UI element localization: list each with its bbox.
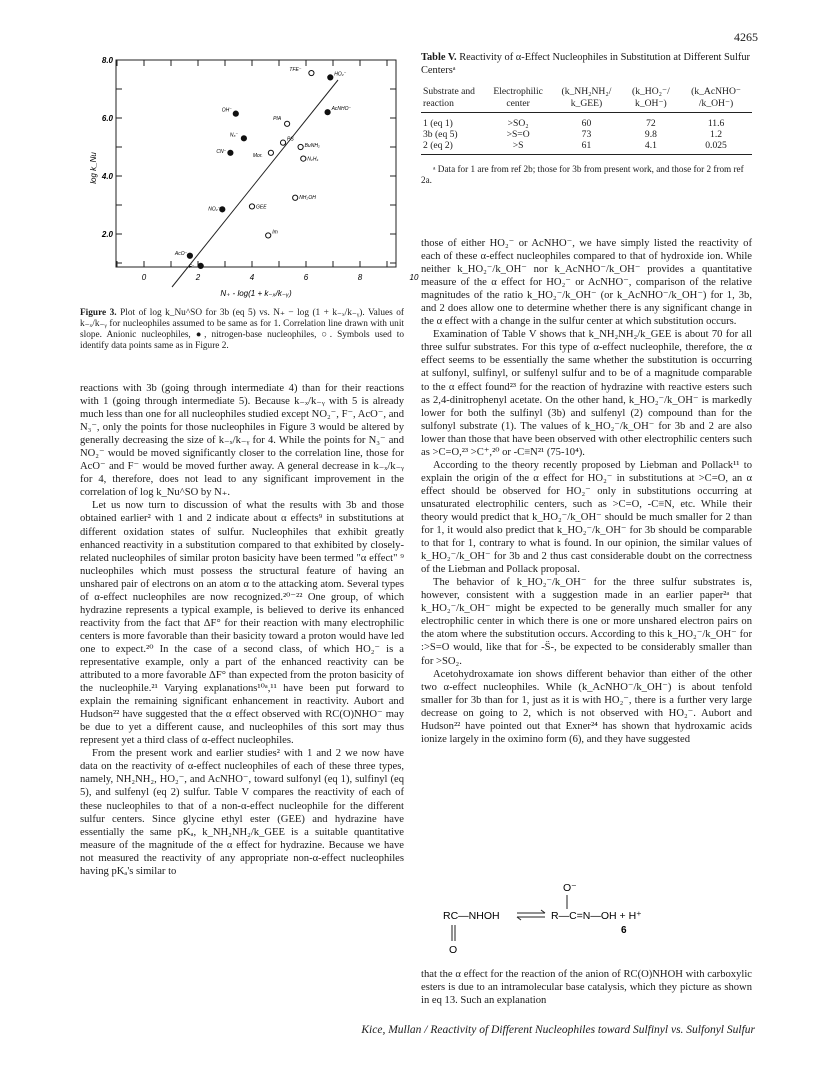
table-cell: 1 (eq 1) bbox=[423, 118, 453, 129]
y-axis-label: log k_Nu bbox=[89, 152, 98, 184]
table-row bbox=[421, 129, 752, 140]
table-header-acnho: (k_AcNHO⁻ /k_OH⁻) bbox=[680, 82, 752, 113]
table-cell: 3b (eq 5) bbox=[423, 129, 458, 140]
point-label: N₂H₄ bbox=[307, 156, 319, 163]
y-tick-label: 8.0 bbox=[101, 56, 113, 65]
figure-caption bbox=[80, 308, 404, 352]
table-cell: 72 bbox=[646, 118, 656, 129]
compound-number: 6 bbox=[621, 925, 627, 936]
point-label: Mor. bbox=[252, 152, 263, 159]
y-tick-label: 4.0 bbox=[101, 172, 113, 181]
table-title bbox=[421, 52, 752, 77]
table-header-ho2: (k_HO₂⁻/ k_OH⁻) bbox=[622, 82, 680, 113]
table-cell: 73 bbox=[581, 129, 592, 140]
point-label: GEE bbox=[256, 204, 267, 211]
point-label: BuNH₂ bbox=[304, 143, 320, 149]
table-row bbox=[421, 113, 752, 130]
data-points bbox=[174, 67, 352, 270]
reactant-formula: RC—NHOH bbox=[443, 910, 500, 922]
table-v bbox=[421, 52, 752, 186]
paragraph: Let us now turn to discussion of what the results with 3b and those obtained earlier² with 1 and 2 indicate about α effects⁹ in substitutions at different oxidation states of sulfur. Nucleophiles that exhibit greatly enhanced reactivity in a substitution compared to that exhibited by closely-related nucleophiles of similar proton basicity have been termed "α effect" ⁹ nucleophiles which must possess the structural feature of having an unshared pair of electrons on an atom α to the attacking atom. Several types of α-effect nucleophiles are now recognized.²⁰⁻²² One group, of which hydrazine represents a typical example, is believed to derive its enhanced reactivity from the fact that ΔF° for their reaction with many electrophilic centers is more favorable than their basicity toward a proton would have led one to expect.²⁰ In the case of a second class, of which HO₂⁻ is a representative example, only a part of the enhanced reactivity can be attributed to a more favorable ΔF° than expected from the proton basicity of the nucleophile.²¹ Varying explanations¹⁰ᵃ,¹¹ have been put forward to explain the remaining significant enhancement in reactivity. Aubort and Hudson²² have suggested that the α effect observed with RC(O)NHO⁻ may be due to yet a different cause, and nucleophiles of this sort may thus represent yet a third class of α-effect nucleophiles. bbox=[80, 500, 404, 747]
point-label: TFE⁻ bbox=[289, 67, 302, 74]
paragraph: reactions with 3b (going through intermediate 4) than for their reactions with 1 (going through intermediate 5). Because k₋ₓ/k₋ᵧ with 5 is already much less than one for all nucleophiles studied except NO₂⁻, F⁻, AcO⁻, and N₃⁻, only the points for those nucleophiles in Figure 3 would be altered by generally decreasing the size of k₋ₓ/k₋ᵧ for 4. While the points for N₃⁻ and NO₂⁻ would be moved significantly closer to the correlation line, those for AcO⁻ and F⁻ would be moved further away. A general decrease in k₋ₓ/k₋ᵧ for 4, therefore, does not lead to any significant improvement in the correlation of log k_Nu^SO by N₊. bbox=[80, 383, 404, 499]
data-point bbox=[249, 204, 254, 209]
table-grid bbox=[421, 82, 752, 155]
data-point bbox=[198, 263, 203, 268]
data-point bbox=[228, 150, 233, 155]
data-point bbox=[298, 144, 303, 149]
page-number: 4265 bbox=[734, 30, 758, 44]
table-header-center: Electrophilic center bbox=[485, 82, 551, 113]
data-point bbox=[309, 70, 314, 75]
paragraph: those of either HO₂⁻ or AcNHO⁻, we have simply listed the reactivity of each of these α-effect nucleophiles compared to that of hydroxide ion. While neither k_HO₂⁻/k_OH⁻ nor k_AcNHO⁻/k_OH⁻ provides a quantitative measure of the α effect for HO₂⁻ or AcNHO⁻, comparison of the relative magnitudes of the ratio k_HO₂⁻/k_OH⁻ (or k_AcNHO⁻/k_OH⁻) for 1, 3b, and 2 does allow one to determine whether there is any significant change in the α effect with a change in the sulfur center at which substitution occurs. bbox=[421, 238, 752, 328]
table-title-lead: Table V. bbox=[421, 52, 457, 63]
data-point bbox=[301, 156, 306, 161]
correlation-line bbox=[172, 80, 338, 287]
table-title-text: Reactivity of α-Effect Nucleophiles in Substitution at Different Sulfur Centersᵃ bbox=[421, 52, 750, 76]
left-column-text bbox=[80, 382, 404, 878]
plot-frame bbox=[116, 60, 396, 267]
x-tick-label: 8 bbox=[357, 273, 363, 282]
point-label: OH⁻ bbox=[221, 107, 232, 114]
point-label: AcO⁻ bbox=[174, 250, 188, 257]
figure-caption-lead: Figure 3. bbox=[80, 308, 117, 318]
table-header-substrate: Substrate and reaction bbox=[421, 82, 485, 113]
x-tick-label: 0 bbox=[141, 273, 147, 282]
data-point bbox=[325, 110, 330, 115]
y-tick-labels bbox=[101, 56, 114, 239]
point-label: PS bbox=[287, 136, 294, 143]
table-cell: 11.6 bbox=[707, 118, 725, 129]
table-footnote: ᵃ Data for 1 are from ref 2b; those for 3b from present work, and those for 2 from ref 2a. bbox=[421, 164, 744, 185]
data-point bbox=[266, 233, 271, 238]
running-footer: Kice, Mullan / Reactivity of Different Nucleophiles toward Sulfinyl vs. Sulfonyl Sulfur bbox=[361, 1024, 755, 1036]
point-label: Im bbox=[272, 229, 278, 236]
point-label: AcNHO⁻ bbox=[331, 106, 352, 113]
table-cell: >SO₂ bbox=[507, 118, 529, 129]
data-point bbox=[268, 150, 273, 155]
point-label: PIA bbox=[273, 115, 282, 122]
table-cell: 61 bbox=[551, 140, 621, 155]
figure-3-plot bbox=[80, 42, 419, 304]
point-label: NH₂OH bbox=[299, 194, 316, 201]
point-label: NO₂⁻ bbox=[208, 206, 221, 213]
point-label: CN⁻ bbox=[216, 148, 227, 155]
table-cell: >S=O bbox=[506, 129, 530, 140]
product-formula: R—C=N—OH + H⁺ bbox=[551, 910, 642, 922]
reaction-scheme bbox=[421, 875, 752, 965]
y-tick-marks bbox=[116, 89, 396, 263]
x-tick-marks bbox=[117, 60, 387, 267]
data-point bbox=[280, 140, 285, 145]
data-point bbox=[285, 121, 290, 126]
paragraph: From the present work and earlier studies² with 1 and 2 we now have data on the reactivity of α-effect nucleophiles of each of these three types, namely, NH₂NH₂, HO₂⁻, and AcNHO⁻, toward sulfonyl (eq 1), sulfinyl (eq 5), and sulfenyl (eq 2) sulfur. Table V compares the reactivity of each of these nucleophiles to that of a non-α-effect nucleophile for the different sulfur centers. Since glycine ethyl ester (GEE) and hydrazine have essentially the same pKₐ, k_NH₂NH₂/k_GEE is a suitable quantitative measure of the magnitude of the α effect for hydrazine. Because we have not measured the reactivity of any appropriate non-α-effect nucleophiles having pKₐ's similar to bbox=[80, 748, 404, 877]
table-row bbox=[421, 140, 752, 155]
data-point bbox=[293, 195, 298, 200]
data-point bbox=[220, 207, 225, 212]
x-tick-label: 10 bbox=[409, 273, 419, 282]
table-cell: 2 (eq 2) bbox=[421, 140, 485, 155]
figure-caption-text: Plot of log k_Nu^SO for 3b (eq 5) vs. N₊ − log (1 + k₋ₓ/k₋ᵧ). Values of k₋ₓ/k₋ᵧ for nucleophiles assumed to be same as for 1. Correlation line drawn with unit slope. Anionic nucleophiles, ●, nitrogen-base nucleophiles, ○. Symbols used to identify data points same as in Figure 2. bbox=[80, 308, 404, 352]
data-point bbox=[328, 75, 333, 80]
table-cell: >S bbox=[485, 140, 551, 155]
paragraph: According to the theory recently proposed by Liebman and Pollack¹¹ to explain the origin of the α effect for HO₂⁻ in substitutions at >C=O, an α effect should be observed for HO₂⁻ only in substitutions occurring at unsaturated electrophilic centers, such as >C=O, -C≡N, etc. While their theory would predict that k_HO₂⁻/k_OH⁻ should be much smaller for 2 than for 1, it would also predict that k_HO₂⁻/k_OH⁻ for 3b should be comparable to that for 1, contrary to what is found. In our opinion, the similar values of k_HO₂⁻/k_OH⁻ for 3b and 2 thus cast considerable doubt on the correctness of the Liebman and Pollack proposal. bbox=[421, 459, 752, 576]
carbonyl-oxygen: O bbox=[449, 944, 458, 956]
paragraph: that the α effect for the reaction of the anion of RC(O)NHOH with carboxylic esters is due to an intramolecular base catalysis, which they picture as shown in eq 13. Such an explanation bbox=[421, 969, 752, 1007]
point-label: F⁻ bbox=[188, 263, 195, 270]
x-tick-labels bbox=[142, 273, 419, 282]
table-cell: 60 bbox=[581, 118, 592, 129]
oximino-oxide: O⁻ bbox=[563, 882, 577, 894]
table-cell: 0.025 bbox=[680, 140, 752, 155]
x-tick-label: 2 bbox=[195, 273, 201, 282]
paragraph: The behavior of k_HO₂⁻/k_OH⁻ for the three sulfur substrates is, however, consistent with a suggestion made in an earlier paper²ᵃ that k_HO₂⁻/k_OH⁻ might be expected to be generally much smaller for any electrophilic center in which there is one or more unshared electron pairs on the atom where the substitution occurs. According to this k_HO₂⁻/k_OH⁻ for :>S=O would, like that for -S̈-, be expected to be considerably smaller than for >SO₂. bbox=[421, 577, 752, 667]
data-point bbox=[241, 136, 246, 141]
paragraph: Examination of Table V shows that k_NH₂NH₂/k_GEE is about 70 for all three sulfur substrates. For this type of α-effect nucleophile, therefore, the α effect seems to be essentially the same whether the substitution is occurring at sulfonyl, sulfinyl, or sulfenyl sulfur and to be of a magnitude comparable to the α effect found²³ for the reaction of hydrazine with reactive esters such as 2,4-dinitrophenyl acetate. On the other hand, k_HO₂⁻/k_OH⁻ is markedly lower for both the sulfinyl (3b) and sulfenyl (2) compound than for the sulfonyl substrate (1). The values of k_HO₂⁻/k_OH⁻ for 3b and 2 are also lower than those that have been observed with other electrophilic centers such as >C=O,²³ >C⁺,²⁰ or -C≡N²¹ (75-10⁴). bbox=[421, 329, 752, 458]
table-cell: 4.1 bbox=[622, 140, 680, 155]
right-column-continuation bbox=[421, 968, 752, 1007]
table-header-row bbox=[421, 82, 752, 113]
right-column-text bbox=[421, 237, 752, 746]
y-tick-label: 2.0 bbox=[101, 230, 113, 239]
x-tick-label: 6 bbox=[303, 273, 309, 282]
y-tick-label: 6.0 bbox=[101, 114, 113, 123]
paragraph: Acetohydroxamate ion shows different behavior than either of the other two α-effect nucleophiles. While (k_AcNHO⁻/k_OH⁻) is about tenfold smaller for 3b than for 1, just as it is with HO₂⁻, there is a further very large decrease on going to 2, which is not observed with HO₂⁻. Aubort and Hudson²² have pointed out that Exner²⁴ has shown that hydroxamic acids ionize largely in the oximino form (6), and they have suggested bbox=[421, 668, 752, 745]
data-point bbox=[187, 253, 192, 258]
x-axis-label: N₊ - log(1 + k₋ₓ/k₋ᵧ) bbox=[220, 289, 292, 298]
point-label: N₃⁻ bbox=[229, 132, 239, 139]
table-cell: 1.2 bbox=[710, 129, 723, 140]
x-tick-label: 4 bbox=[249, 273, 255, 282]
table-header-hydrazine: (k_NH₂NH₂/ k_GEE) bbox=[551, 82, 621, 113]
data-point bbox=[233, 111, 238, 116]
table-cell: 9.8 bbox=[644, 129, 657, 140]
point-label: HO₂⁻ bbox=[334, 71, 347, 78]
